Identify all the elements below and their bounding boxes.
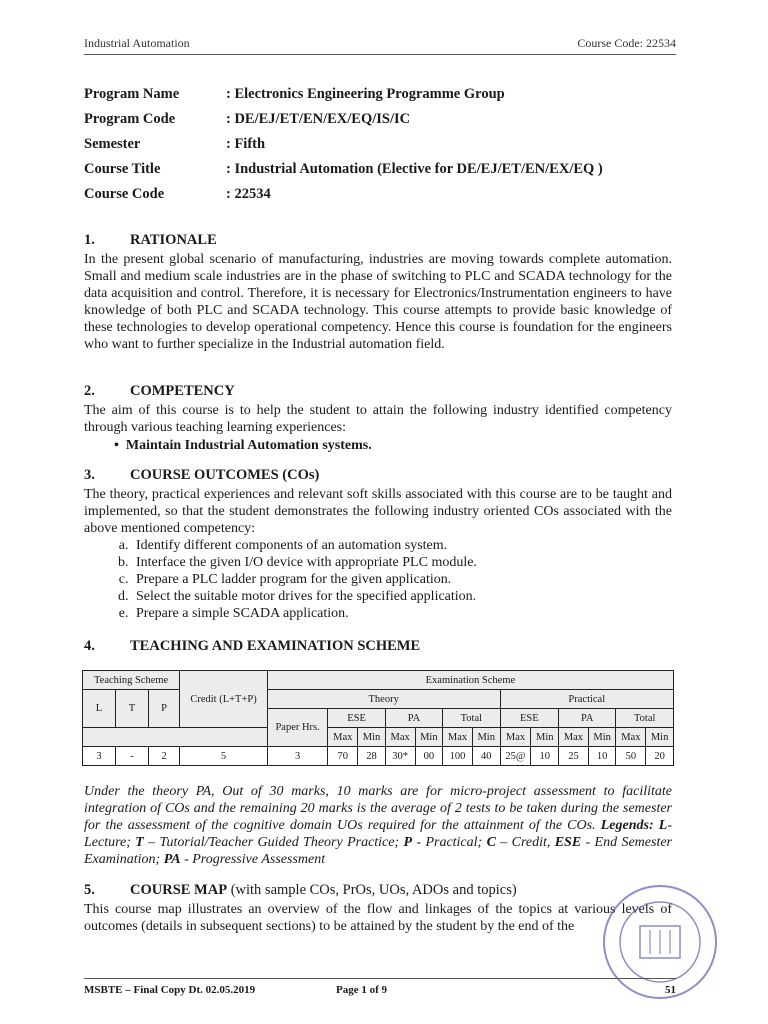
min-header: Min bbox=[358, 728, 386, 747]
theory-total-header: Total bbox=[443, 709, 500, 728]
meta-value: : DE/EJ/ET/EN/EX/EQ/IS/IC bbox=[226, 111, 411, 127]
credit-header: Credit (L+T+P) bbox=[180, 671, 268, 728]
table-cell: 100 bbox=[443, 747, 473, 766]
max-header: Max bbox=[559, 728, 589, 747]
table-cell: 3 bbox=[83, 747, 116, 766]
rationale-text: In the present global scenario of manufacturing, industries are moving towards complete automation. Small and medium scale industries are in the phase of switching to PLC and SCADA technology for the data acquisition and control. Therefore, it is necessary for Electronics/Instrumentation engineers to have knowledge of both PLC and SCADA technology. This course attempts to provide basic knowledge of these technologies to develop operational competency. Hence this course is foundation for the engineers who want to further specialize in the Industrial automation field. bbox=[84, 252, 672, 352]
table-cell: 28 bbox=[358, 747, 386, 766]
exam-scheme-header: Examination Scheme bbox=[267, 671, 673, 690]
section-heading: 1. RATIONALE bbox=[84, 232, 217, 248]
min-header: Min bbox=[531, 728, 559, 747]
scheme-data-row bbox=[83, 747, 674, 766]
theory-ese-header: ESE bbox=[328, 709, 385, 728]
table-cell: 3 bbox=[267, 747, 328, 766]
outcome-item: e. Prepare a simple SCADA application. bbox=[132, 605, 672, 622]
meta-row bbox=[84, 86, 684, 111]
min-header: Min bbox=[415, 728, 443, 747]
max-header: Max bbox=[500, 728, 531, 747]
table-cell: - bbox=[115, 747, 148, 766]
meta-key: Program Name bbox=[84, 86, 180, 102]
table-cell: 10 bbox=[588, 747, 616, 766]
practical-total-header: Total bbox=[616, 709, 674, 728]
scheme-table bbox=[82, 670, 674, 766]
header-course-code: Course Code: 22534 bbox=[577, 36, 676, 50]
meta-row bbox=[84, 136, 684, 161]
table-cell: 10 bbox=[531, 747, 559, 766]
paper-hrs-header: Paper Hrs. bbox=[267, 709, 328, 747]
table-cell: 2 bbox=[148, 747, 179, 766]
course-meta bbox=[84, 86, 684, 211]
meta-row bbox=[84, 186, 684, 211]
section-heading: 3. COURSE OUTCOMES (COs) bbox=[84, 467, 320, 483]
meta-value: : Electronics Engineering Programme Group bbox=[226, 86, 505, 102]
spacer-cell bbox=[83, 728, 268, 747]
min-header: Min bbox=[646, 728, 674, 747]
footer-page-number: Page 1 of 9 bbox=[336, 984, 388, 996]
header-course-name: Industrial Automation bbox=[84, 36, 190, 50]
section-heading: 4. TEACHING AND EXAMINATION SCHEME bbox=[84, 638, 421, 654]
outcomes-text: The theory, practical experiences and relevant soft skills associated with this course are to be taught and implemented, so that the student demonstrates the following industry oriented COs associated with the above mentioned competency: bbox=[84, 487, 672, 536]
table-cell: 5 bbox=[180, 747, 268, 766]
max-header: Max bbox=[443, 728, 473, 747]
table-cell: 70 bbox=[328, 747, 358, 766]
teaching-scheme-header: Teaching Scheme bbox=[83, 671, 180, 690]
section-course-outcomes bbox=[84, 467, 672, 622]
outcome-item: d. Select the suitable motor drives for the specified application. bbox=[132, 588, 672, 605]
max-header: Max bbox=[328, 728, 358, 747]
section-rationale bbox=[84, 232, 672, 353]
meta-key: Semester bbox=[84, 136, 141, 152]
scheme-note: Under the theory PA, Out of 30 marks, 10 marks are for micro-project assessment to facilitate integration of COs and the remaining 20 marks is the average of 2 tests to be taken during the semester for the assessment of the cognitive domain UOs required for the attainment of the COs. Legends: L-Lecture; T – Tutorial/Teacher Guided Theory Practice; P - Practical; C – Credit, ESE - End Semester Examination; PA - Progressive Assessment bbox=[84, 784, 673, 867]
max-header: Max bbox=[616, 728, 646, 747]
table-cell: 00 bbox=[415, 747, 443, 766]
competency-bullet: • Maintain Industrial Automation systems. bbox=[114, 438, 372, 453]
footer-copy-date: MSBTE – Final Copy Dt. 02.05.2019 bbox=[84, 984, 256, 996]
practical-pa-header: PA bbox=[559, 709, 616, 728]
outcome-item: c. Prepare a PLC ladder program for the given application. bbox=[132, 571, 672, 588]
min-header: Min bbox=[588, 728, 616, 747]
col-p: P bbox=[148, 690, 179, 728]
theory-header: Theory bbox=[267, 690, 500, 709]
section-course-map bbox=[84, 882, 672, 935]
theory-pa-header: PA bbox=[385, 709, 442, 728]
page-header bbox=[84, 34, 676, 55]
table-cell: 25@ bbox=[500, 747, 531, 766]
section-heading: 5. COURSE MAP (with sample COs, PrOs, UOs, ADOs and topics) bbox=[84, 882, 517, 898]
col-t: T bbox=[115, 690, 148, 728]
table-cell: 40 bbox=[472, 747, 500, 766]
course-map-text: This course map illustrates an overview of the flow and linkages of the topics at various levels of outcomes (details in subsequent sections) to be attained by the student by the end of the bbox=[84, 902, 672, 934]
meta-key: Course Title bbox=[84, 161, 161, 177]
table-cell: 50 bbox=[616, 747, 646, 766]
meta-row bbox=[84, 161, 684, 186]
meta-value: : Fifth bbox=[226, 136, 266, 152]
footer-annotation: 51 bbox=[665, 984, 676, 996]
page-footer bbox=[84, 978, 676, 999]
meta-key: Program Code bbox=[84, 111, 176, 127]
meta-value: : Industrial Automation (Elective for DE/EJ/ET/EN/EX/EQ ) bbox=[226, 161, 603, 177]
meta-value: : 22534 bbox=[226, 186, 271, 202]
min-header: Min bbox=[472, 728, 500, 747]
table-cell: 25 bbox=[559, 747, 589, 766]
outcome-item: b. Interface the given I/O device with appropriate PLC module. bbox=[132, 554, 672, 571]
practical-header: Practical bbox=[500, 690, 673, 709]
competency-text: The aim of this course is to help the student to attain the following industry identified competency through various teaching learning experiences: bbox=[84, 403, 672, 435]
meta-row bbox=[84, 111, 684, 136]
practical-ese-header: ESE bbox=[500, 709, 559, 728]
table-cell: 30* bbox=[385, 747, 415, 766]
section-scheme bbox=[84, 638, 672, 657]
max-header: Max bbox=[385, 728, 415, 747]
meta-key: Course Code bbox=[84, 186, 165, 202]
table-cell: 20 bbox=[646, 747, 674, 766]
col-l: L bbox=[83, 690, 116, 728]
outcome-item: a. Identify different components of an automation system. bbox=[132, 537, 672, 554]
section-competency bbox=[84, 383, 672, 454]
section-heading: 2. COMPETENCY bbox=[84, 383, 235, 399]
outcomes-list bbox=[84, 537, 672, 622]
